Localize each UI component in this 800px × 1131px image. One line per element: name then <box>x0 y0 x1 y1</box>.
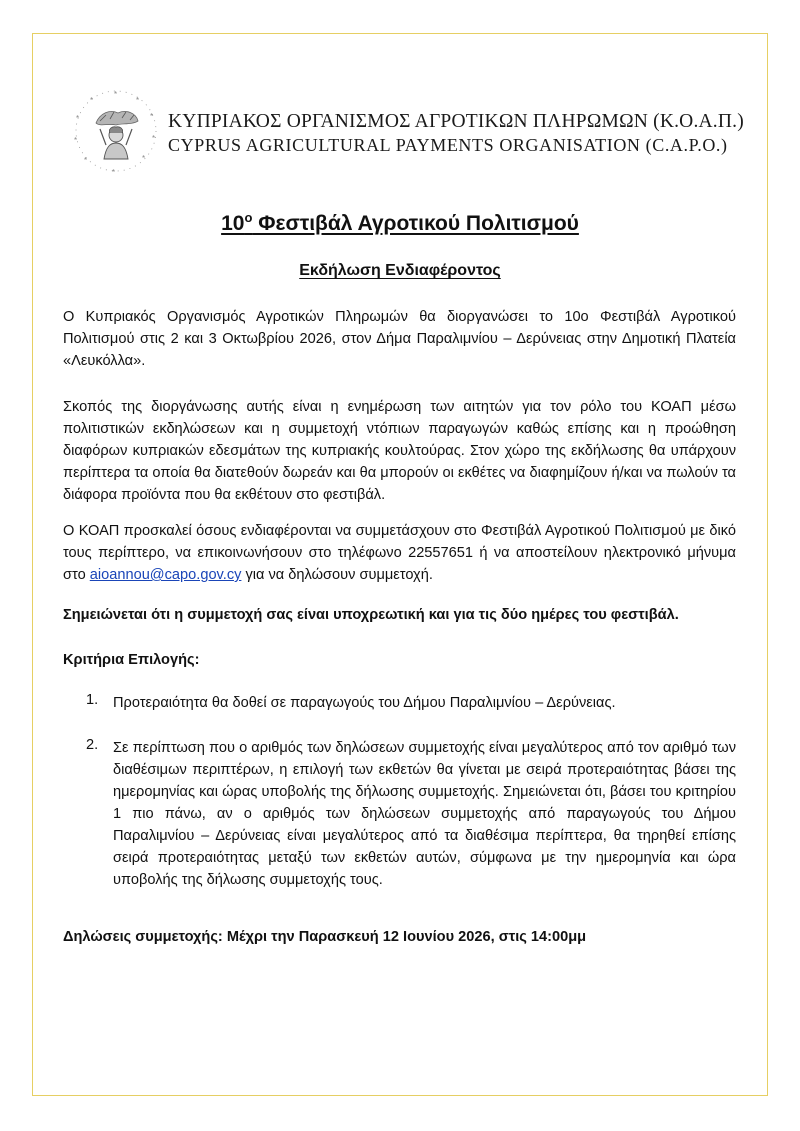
invitation-text: Ο ΚΟΑΠ προσκαλεί όσους ενδιαφέρονται να συμμετάσχουν στο Φεστιβάλ Αγροτικού Πολιτισμού με δικό τους περίπτερο, να επικοινωνήσουν στο τηλέφωνο 22557651 ή να αποστείλουν ηλεκτρονικό μήνυμα στο <box>63 523 736 583</box>
org-name-greek: ΚΥΠΡΙΑΚΟΣ ΟΡΓΑΝΙΣΜΟΣ ΑΓΡΟΤΙΚΩΝ ΠΛΗΡΩΜΩΝ (Κ.Ο.Α.Π.) <box>168 111 744 132</box>
paragraph-invitation <box>63 520 736 586</box>
svg-text:*: * <box>142 154 146 163</box>
criteria-item: Σε περίπτωση που ο αριθμός των δηλώσεων συμμετοχής είναι μεγαλύτερος από τον αριθμό των διαθέσιμων περιπτέρων, η επιλογή των εκθετών θα γίνεται με σειρά προτεραιότητας βάσει της ημερομηνίας και ώρας υποβολής της δήλωσης συμμετοχής. Σημειώνεται ότι, βάσει του κριτηρίου 1 πιο πάνω, αν ο αριθμός των δηλώσεων συμμετοχής από παραγωγούς του Δήμου Παραλιμνίου – Δερύνειας είναι μεγαλύτερος από τα διαθέσιμα περίπτερα, θα τηρηθεί επίσης σειρά προτεραιότητας μεταξύ των εκθετών αυτών, σύμφωνα με την ημερομηνία και ώρα υποβολής της δήλωσης συμμετοχής τους. <box>113 740 736 888</box>
svg-text:*: * <box>114 90 118 99</box>
svg-text:*: * <box>136 96 140 105</box>
paragraph-purpose: Σκοπός της διοργάνωσης αυτής είναι η ενημέρωση των αιτητών για τον ρόλο του ΚΟΑΠ μέσω πολιτιστικών εκδηλώσεων και η συμμετοχή ντόπιων παραγωγών καθώς επίσης και η προώθηση διαφόρων κυπριακών εδεσμάτων της κυπριακής κουλτούρας. Στον χώρο της εκδήλωσης θα υπάρχουν περίπτερα τα οποία θα διατεθούν δωρεάν και θα μπορούν οι εκθέτες να διαφημίζουν ή/και να πωλούν τα διάφορα προϊόντα που θα εκθέτουν στο φεστιβάλ. <box>63 399 736 503</box>
paragraph-intro: Ο Κυπριακός Οργανισμός Αγροτικών Πληρωμών θα διοργανώσει το 10ο Φεστιβάλ Αγροτικού Πολιτισμού στις 2 και 3 Οκτωβρίου 2026, στον Δήμα Παραλιμνίου – Δερύνειας στην Δημοτική Πλατεία «Λευκόλλα». <box>63 309 736 369</box>
document-subtitle: Εκδήλωση Ενδιαφέροντος <box>299 262 501 279</box>
mandatory-notice: Σημειώνεται ότι η συμμετοχή σας είναι υποχρεωτική και για τις δύο ημέρες του φεστιβάλ. <box>63 607 679 623</box>
org-name-english: CYPRUS AGRICULTURAL PAYMENTS ORGANISATION (C.A.P.O.) <box>168 135 728 155</box>
title-number: 10 <box>221 212 245 235</box>
criteria-number: 1. <box>86 692 99 708</box>
capo-logo-icon <box>70 85 162 177</box>
criteria-heading: Κριτήρια Επιλογής: <box>63 652 200 668</box>
svg-text:*: * <box>90 96 94 105</box>
svg-text:*: * <box>76 114 80 123</box>
title-text: Φεστιβάλ Αγροτικού Πολιτισμού <box>252 212 579 235</box>
email-link[interactable]: aioannou@capo.gov.cy <box>89 567 242 583</box>
invitation-text-end: για να δηλώσουν συμμετοχή. <box>241 567 433 583</box>
svg-text:*: * <box>112 168 116 177</box>
svg-text:*: * <box>150 112 154 121</box>
svg-text:*: * <box>84 156 88 165</box>
deadline-statement: Δηλώσεις συμμετοχής: Μέχρι την Παρασκευή 12 Ιουνίου 2026, στις 14:00μμ <box>63 929 587 945</box>
title-superscript: ο <box>244 210 253 225</box>
criteria-item: Προτεραιότητα θα δοθεί σε παραγωγούς του Δήμου Παραλιμνίου – Δερύνειας. <box>113 695 616 711</box>
svg-text:*: * <box>74 136 78 145</box>
svg-text:*: * <box>152 134 156 143</box>
document-title <box>0 210 800 236</box>
letterhead <box>70 85 750 195</box>
criteria-number: 2. <box>86 737 99 753</box>
